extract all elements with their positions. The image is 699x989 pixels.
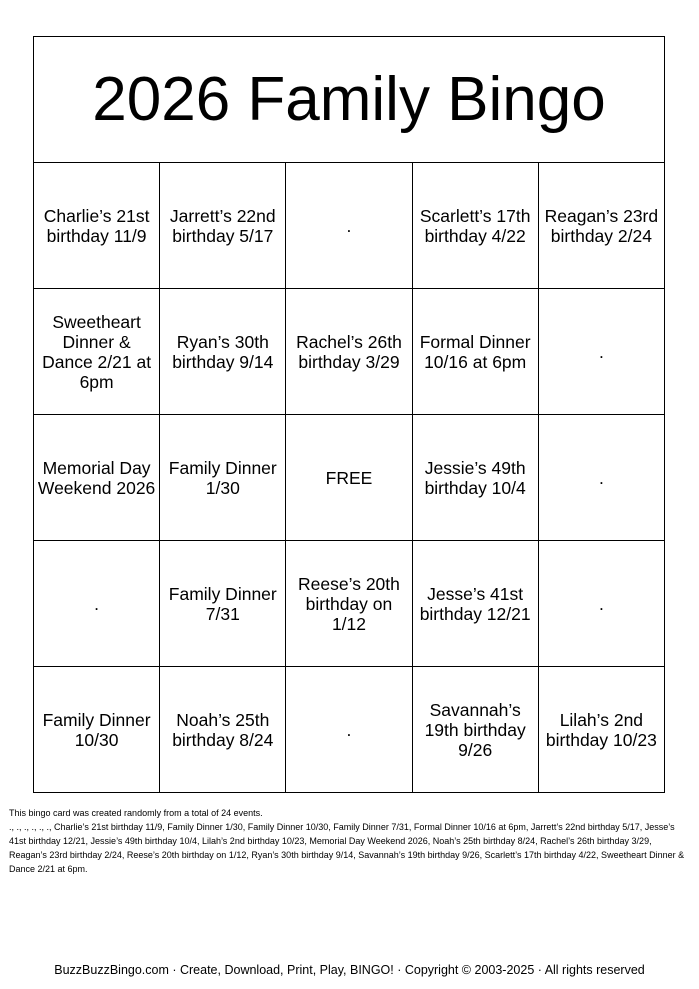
bingo-cell-text: Scarlett’s 17th birthday 4/22 bbox=[419, 205, 531, 246]
card-title: 2026 Family Bingo bbox=[34, 37, 665, 163]
bingo-cell bbox=[412, 289, 538, 415]
footnote-event-list: ., ., ., ., ., ., Charlie’s 21st birthday 11/9, Family Dinner 1/30, Family Dinner 10/30, Family Dinner 7/31, Formal Dinner 10/16 at 6pm, Jarrett’s 22nd birthday 5/17, Jesse’s 41st birthday 12/21, Jessie’s 49th birthday 10/4, Lilah’s 2nd birthday 10/23, Memorial Day Weekend 2026, Noah’s 25th birthday 8/24, Rachel’s 26th birthday 3/29, Reagan’s 23rd birthday 2/24, Reese’s 20th birthday on 1/12, Ryan’s 30th birthday 9/14, Savannah’s 19th birthday 9/26, Scarlett’s 17th birthday 4/22, Sweetheart Dinner & Dance 2/21 at 6pm. bbox=[9, 822, 685, 874]
bingo-cell bbox=[160, 541, 286, 667]
footnote-intro: This bingo card was created randomly from a total of 24 events. bbox=[9, 808, 263, 818]
bingo-cell-text: . bbox=[94, 593, 100, 614]
bingo-cell-text: Reagan’s 23rd birthday 2/24 bbox=[544, 205, 659, 246]
bingo-cell bbox=[538, 667, 664, 793]
bingo-cell bbox=[286, 163, 412, 289]
free-space-cell bbox=[286, 415, 412, 541]
bingo-cell-text: Family Dinner 10/30 bbox=[42, 709, 151, 750]
bingo-cell-text: Rachel’s 26th birthday 3/29 bbox=[296, 331, 402, 372]
free-space-text: FREE bbox=[325, 467, 373, 488]
bingo-cell bbox=[34, 415, 160, 541]
bingo-cell bbox=[34, 541, 160, 667]
site-footer: BuzzBuzzBingo.com · Create, Download, Print, Play, BINGO! · Copyright © 2003-2025 · All rights reserved bbox=[54, 963, 645, 977]
bingo-cell bbox=[412, 667, 538, 793]
bingo-cell bbox=[538, 163, 664, 289]
bingo-cell bbox=[160, 415, 286, 541]
bingo-cell bbox=[412, 163, 538, 289]
bingo-cell-text: . bbox=[598, 341, 604, 362]
bingo-cell bbox=[538, 289, 664, 415]
bingo-cell-text: . bbox=[598, 467, 604, 488]
bingo-cell bbox=[286, 289, 412, 415]
card-footnote bbox=[9, 806, 691, 876]
bingo-cell-text: Memorial Day Weekend 2026 bbox=[37, 457, 156, 498]
bingo-cell-text: Reese’s 20th birthday on 1/12 bbox=[298, 573, 400, 634]
bingo-cell-text: Jarrett’s 22nd birthday 5/17 bbox=[169, 205, 276, 246]
bingo-cell bbox=[34, 163, 160, 289]
bingo-cell-text: Formal Dinner 10/16 at 6pm bbox=[419, 331, 531, 372]
bingo-cell-text: Ryan’s 30th birthday 9/14 bbox=[172, 331, 274, 372]
bingo-cell-text: Family Dinner 1/30 bbox=[168, 457, 277, 498]
bingo-card bbox=[33, 36, 665, 793]
bingo-cell bbox=[538, 541, 664, 667]
bingo-cell-text: Lilah’s 2nd birthday 10/23 bbox=[545, 709, 657, 750]
bingo-cell-text: Jesse’s 41st birthday 12/21 bbox=[419, 583, 531, 624]
bingo-cell-text: Noah’s 25th birthday 8/24 bbox=[172, 709, 274, 750]
bingo-cell bbox=[286, 667, 412, 793]
bingo-cell-text: . bbox=[346, 719, 352, 740]
bingo-row-5 bbox=[34, 667, 665, 793]
bingo-cell bbox=[34, 667, 160, 793]
bingo-cell-text: . bbox=[346, 215, 352, 236]
bingo-cell bbox=[160, 289, 286, 415]
title-row bbox=[34, 37, 665, 163]
bingo-row-3 bbox=[34, 415, 665, 541]
bingo-cell bbox=[160, 163, 286, 289]
bingo-cell-text: Charlie’s 21st birthday 11/9 bbox=[43, 205, 150, 246]
bingo-cell bbox=[412, 415, 538, 541]
bingo-cell bbox=[34, 289, 160, 415]
bingo-cell bbox=[160, 667, 286, 793]
bingo-row-4 bbox=[34, 541, 665, 667]
bingo-cell-text: Family Dinner 7/31 bbox=[168, 583, 277, 624]
bingo-row-2 bbox=[34, 289, 665, 415]
bingo-cell bbox=[286, 541, 412, 667]
bingo-cell-text: Jessie’s 49th birthday 10/4 bbox=[424, 457, 526, 498]
bingo-cell-text: Savannah’s 19th birthday 9/26 bbox=[424, 699, 526, 760]
bingo-cell-text: . bbox=[598, 593, 604, 614]
bingo-cell bbox=[412, 541, 538, 667]
bingo-cell-text: Sweetheart Dinner & Dance 2/21 at 6pm bbox=[42, 311, 152, 392]
bingo-row-1 bbox=[34, 163, 665, 289]
bingo-cell bbox=[538, 415, 664, 541]
